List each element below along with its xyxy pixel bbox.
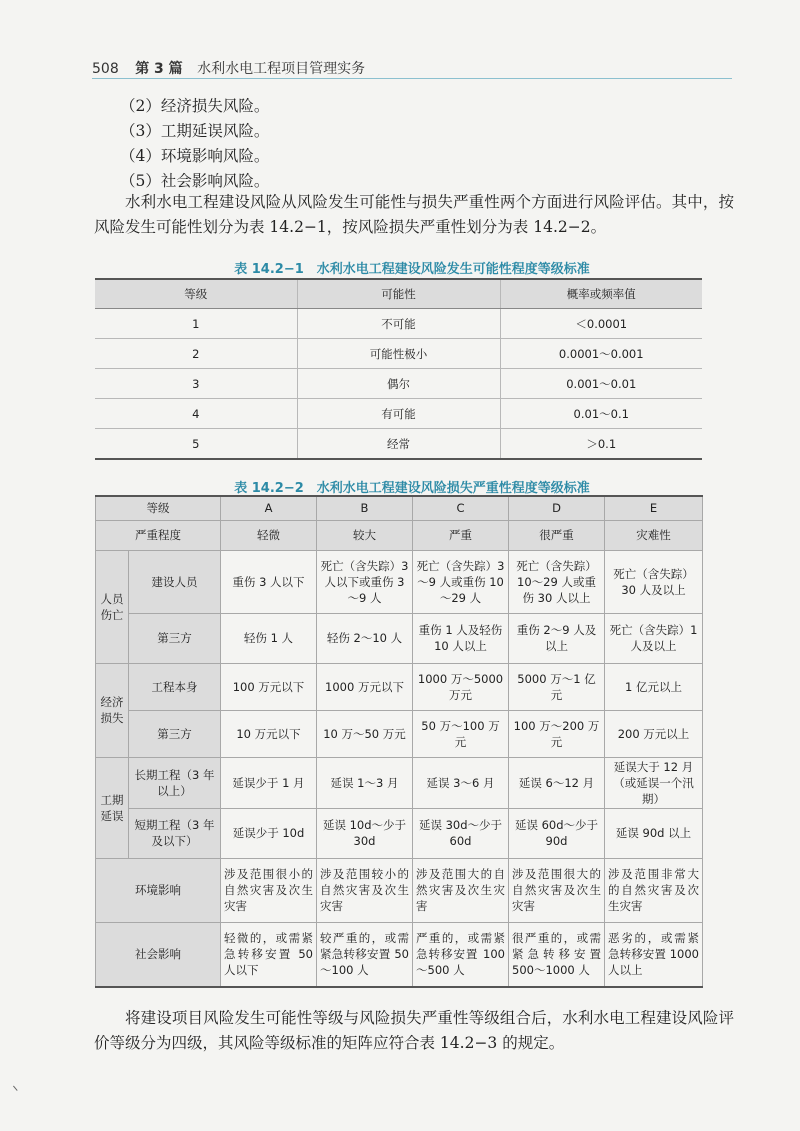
- table-cell: 延误少于 1 月: [221, 757, 317, 808]
- category-economic: 经济损失: [96, 663, 129, 757]
- table-cell: 1000 万～5000 万元: [413, 663, 509, 710]
- table-cell: 延误 90d 以上: [605, 808, 703, 858]
- table-cell: 可能性极小: [297, 339, 500, 369]
- table-cell: 涉及范围很大的自然灾害及次生灾害: [509, 858, 605, 922]
- table-cell: 2: [95, 339, 297, 369]
- table-cell: 死亡（含失踪）10～29 人或重伤 30 人以上: [509, 550, 605, 613]
- part-label: 第 3 篇: [135, 61, 183, 77]
- table-cell: 很严重的，或需紧急转移安置 500～1000 人: [509, 922, 605, 987]
- table-header-row: [95, 279, 702, 309]
- table-cell: 1000 万元以下: [317, 663, 413, 710]
- table-cell: 不可能: [297, 309, 500, 339]
- row-label: 第三方: [129, 613, 221, 663]
- table2-caption: 表 14.2−2 水利水电工程建设风险损失严重性程度等级标准: [234, 481, 590, 496]
- table-cell: 0.01～0.1: [500, 399, 702, 429]
- category-personnel: 人员伤亡: [96, 550, 129, 663]
- grade-cell: C: [413, 496, 509, 520]
- table-row: [95, 309, 702, 339]
- table-row: [95, 369, 702, 399]
- table-cell: 死亡（含失踪）3～9 人或重伤 10～29 人: [413, 550, 509, 613]
- table-cell: 重伤 3 人以下: [221, 550, 317, 613]
- table-cell: 0.0001～0.001: [500, 339, 702, 369]
- header-rule: [92, 78, 732, 79]
- table-cell: 200 万元以上: [605, 710, 703, 757]
- table-row: [95, 339, 702, 369]
- grade-label: 等级: [96, 496, 221, 520]
- severity-cell: 很严重: [509, 520, 605, 550]
- list-item: （2）经济损失风险。: [120, 97, 270, 115]
- severity-label: 严重程度: [96, 520, 221, 550]
- table-cell: 涉及范围很小的自然灾害及次生灾害: [221, 858, 317, 922]
- table-cell: 有可能: [297, 399, 500, 429]
- table-cell: 死亡（含失踪）1 人及以上: [605, 613, 703, 663]
- grade-cell: D: [509, 496, 605, 520]
- severity-cell: 轻微: [221, 520, 317, 550]
- grade-cell: E: [605, 496, 703, 520]
- table-cell: 重伤 1 人及轻伤 10 人以上: [413, 613, 509, 663]
- table-cell: 延误 10d～少于 30d: [317, 808, 413, 858]
- table-cell: 轻伤 2～10 人: [317, 613, 413, 663]
- table-cell: 较严重的，或需紧急转移安置 50～100 人: [317, 922, 413, 987]
- table-cell: 0.001～0.01: [500, 369, 702, 399]
- row-label: 短期工程（3 年及以下）: [129, 808, 221, 858]
- table-cell: 延误大于 12 月（或延误一个汛期）: [605, 757, 703, 808]
- table-cell: 恶劣的，或需紧急转移安置 1000 人以上: [605, 922, 703, 987]
- body-paragraph: 水利水电工程建设风险从风险发生可能性与损失严重性两个方面进行风险评估。其中，按风险发生可能性划分为表 14.2−1，按风险损失严重性划分为表 14.2−2。: [94, 193, 734, 236]
- grade-cell: A: [221, 496, 317, 520]
- table-cell: 严重的，或需紧急转移安置 100～500 人: [413, 922, 509, 987]
- table-cell: 1 亿元以上: [605, 663, 703, 710]
- grade-cell: B: [317, 496, 413, 520]
- table-cell: 延误 3～6 月: [413, 757, 509, 808]
- table-cell: ＜0.0001: [500, 309, 702, 339]
- table-cell: 延误 6～12 月: [509, 757, 605, 808]
- list-item: （3）工期延误风险。: [120, 122, 270, 140]
- table-row: [96, 710, 703, 757]
- table-cell: 100 万元以下: [221, 663, 317, 710]
- table-row: [96, 808, 703, 858]
- severity-cell: 严重: [413, 520, 509, 550]
- column-header: 等级: [95, 279, 297, 309]
- table-cell: 延误 30d～少于 60d: [413, 808, 509, 858]
- severity-cell: 较大: [317, 520, 413, 550]
- body-paragraph: 将建设项目风险发生可能性等级与风险损失严重性等级组合后，水利水电工程建设风险评价等级分为四级，其风险等级标准的矩阵应符合表 14.2−3 的规定。: [94, 1009, 734, 1052]
- part-title: 水利水电工程项目管理实务: [197, 61, 366, 77]
- likelihood-table: [95, 278, 702, 460]
- table-row: [96, 922, 703, 987]
- table-row: [96, 613, 703, 663]
- row-label: 工程本身: [129, 663, 221, 710]
- table-row: [96, 550, 703, 613]
- table-cell: 5: [95, 429, 297, 460]
- table-cell: 延误 60d～少于 90d: [509, 808, 605, 858]
- table-cell: 轻伤 1 人: [221, 613, 317, 663]
- table-cell: 重伤 2～9 人及以上: [509, 613, 605, 663]
- table-cell: 10 万元以下: [221, 710, 317, 757]
- table-cell: 偶尔: [297, 369, 500, 399]
- column-header: 概率或频率值: [500, 279, 702, 309]
- table-row: [95, 429, 702, 460]
- row-label: 第三方: [129, 710, 221, 757]
- table-cell: 1: [95, 309, 297, 339]
- table-cell: 4: [95, 399, 297, 429]
- table-cell: 死亡（含失踪）30 人及以上: [605, 550, 703, 613]
- table-cell: 延误 1～3 月: [317, 757, 413, 808]
- severity-table: [95, 495, 703, 988]
- table-row: [95, 399, 702, 429]
- table-cell: 死亡（含失踪）3 人以下或重伤 3～9 人: [317, 550, 413, 613]
- table-row: [96, 757, 703, 808]
- table-cell: 轻微的，或需紧急转移安置 50 人以下: [221, 922, 317, 987]
- table-row: [96, 858, 703, 922]
- table-cell: 经常: [297, 429, 500, 460]
- column-header: 可能性: [297, 279, 500, 309]
- page-number: 508: [92, 61, 119, 77]
- table-cell: 涉及范围大的自然灾害及次生灾害: [413, 858, 509, 922]
- severity-cell: 灾难性: [605, 520, 703, 550]
- table-cell: 延误少于 10d: [221, 808, 317, 858]
- category-schedule: 工期延误: [96, 757, 129, 858]
- severity-row: [96, 520, 703, 550]
- table1-caption: 表 14.2−1 水利水电工程建设风险发生可能性程度等级标准: [234, 262, 590, 277]
- grade-row: [96, 496, 703, 520]
- page-header: [92, 58, 732, 78]
- table-cell: 涉及范围较小的自然灾害及次生灾害: [317, 858, 413, 922]
- scan-mark: [13, 1081, 23, 1091]
- table-row: [96, 663, 703, 710]
- row-label: 环境影响: [96, 858, 221, 922]
- table-cell: 50 万～100 万元: [413, 710, 509, 757]
- table-cell: 涉及范围非常大的自然灾害及次生灾害: [605, 858, 703, 922]
- table-cell: 10 万～50 万元: [317, 710, 413, 757]
- table-cell: ＞0.1: [500, 429, 702, 460]
- row-label: 长期工程（3 年以上）: [129, 757, 221, 808]
- risk-list: [120, 94, 269, 194]
- row-label: 建设人员: [129, 550, 221, 613]
- table-cell: 3: [95, 369, 297, 399]
- list-item: （4）环境影响风险。: [120, 147, 270, 165]
- list-item: （5）社会影响风险。: [120, 172, 270, 190]
- table-cell: 5000 万～1 亿元: [509, 663, 605, 710]
- row-label: 社会影响: [96, 922, 221, 987]
- table-cell: 100 万～200 万元: [509, 710, 605, 757]
